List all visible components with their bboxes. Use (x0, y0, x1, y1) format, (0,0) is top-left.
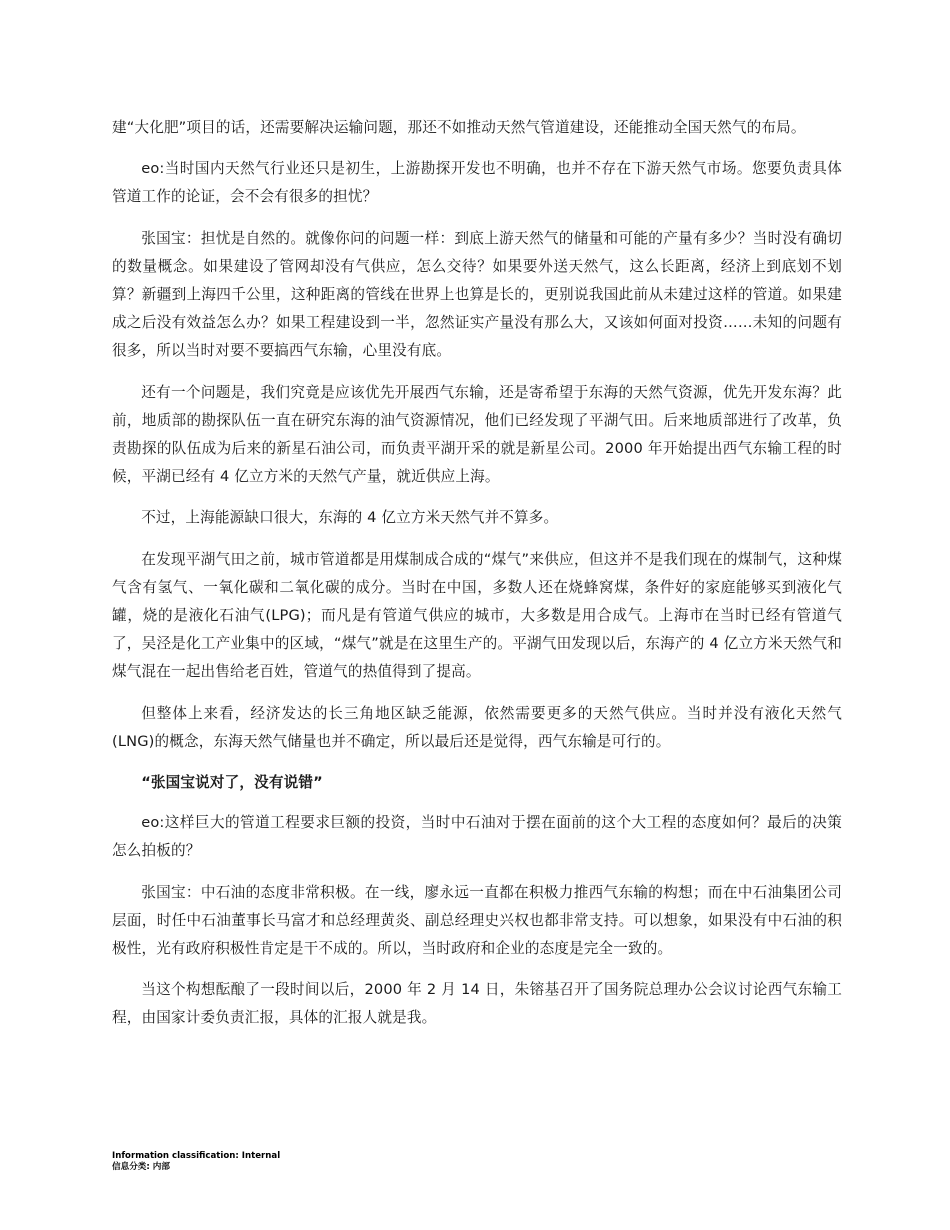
paragraph-body: 但整体上来看，经济发达的长三角地区缺乏能源，依然需要更多的天然气供应。当时并没有液化天然气(LNG)的概念，东海天然气储量也并不确定，所以最后还是觉得，西气东输是可行的。 (112, 704, 842, 750)
paragraph-question: eo:这样巨大的管道工程要求巨额的投资，当时中石油对于摆在面前的这个大工程的态度如何？最后的决策怎么拍板的？ (112, 814, 842, 860)
paragraph-question: eo:当时国内天然气行业还只是初生，上游勘探开发也不明确，也并不存在下游天然气市场。您要负责具体管道工作的论证，会不会有很多的担忧？ (112, 160, 842, 206)
document-body (112, 114, 842, 1046)
classification-label-zh: 信息分类: 内部 (112, 1162, 170, 1172)
classification-label-en: Information classification: Internal (112, 1151, 281, 1161)
section-heading: “张国宝说对了，没有说错” (141, 774, 323, 792)
paragraph-body: 还有一个问题是，我们究竟是应该优先开展西气东输，还是寄希望于东海的天然气资源，优先开发东海？此前，地质部的勘探队伍一直在研究东海的油气资源情况，他们已经发现了平湖气田。后来地质部进行了改革，负责勘探的队伍成为后来的新星石油公司，而负责平湖开采的就是新星公司。2000 年开始提出西气东输工程的时候，平湖已经有 4 亿立方米的天然气产量，就近供应上海。 (112, 383, 842, 486)
paragraph-continuation: 建“大化肥”项目的话，还需要解决运输问题，那还不如推动天然气管道建设，还能推动全国天然气的布局。 (112, 119, 806, 136)
classification-footer (112, 1151, 280, 1173)
paragraph-body: 在发现平湖气田之前，城市管道都是用煤制成合成的“煤气”来供应，但这并不是我们现在的煤制气，这种煤气含有氢气、一氧化碳和二氧化碳的成分。当时在中国，多数人还在烧蜂窝煤，条件好的家庭能够买到液化气罐，烧的是液化石油气(LPG)；而凡是有管道气供应的城市，大多数是用合成气。上海市在当时已经有管道气了，吴泾是化工产业集中的区域，“煤气”就是在这里生产的。平湖气田发现以后，东海产的 4 亿立方米天然气和煤气混在一起出售给老百姓，管道气的热值得到了提高。 (112, 550, 842, 681)
paragraph-body: 当这个构想酝酿了一段时间以后，2000 年 2 月 14 日，朱镕基召开了国务院总理办公会议讨论西气东输工程，由国家计委负责汇报，具体的汇报人就是我。 (112, 981, 842, 1027)
paragraph-answer: 张国宝：担忧是自然的。就像你问的问题一样：到底上游天然气的储量和可能的产量有多少？当时没有确切的数量概念。如果建设了管网却没有气供应，怎么交待？如果要外送天然气，这么长距离，经济上到底划不划算？新疆到上海四千公里，这种距离的管线在世界上也算是长的，更别说我国此前从未建过这样的管道。如果建成之后没有效益怎么办？如果工程建设到一半，忽然证实产量没有那么大，又该如何面对投资……未知的问题有很多，所以当时对要不要搞西气东输，心里没有底。 (112, 229, 842, 360)
paragraph-body: 不过，上海能源缺口很大，东海的 4 亿立方米天然气并不算多。 (141, 509, 559, 527)
paragraph-answer: 张国宝：中石油的态度非常积极。在一线，廖永远一直都在积极力推西气东输的构想；而在中石油集团公司层面，时任中石油董事长马富才和总经理黄炎、副总经理史兴权也都非常支持。可以想象，如果没有中石油的积极性，光有政府积极性肯定是干不成的。所以，当时政府和企业的态度是完全一致的。 (112, 883, 842, 958)
